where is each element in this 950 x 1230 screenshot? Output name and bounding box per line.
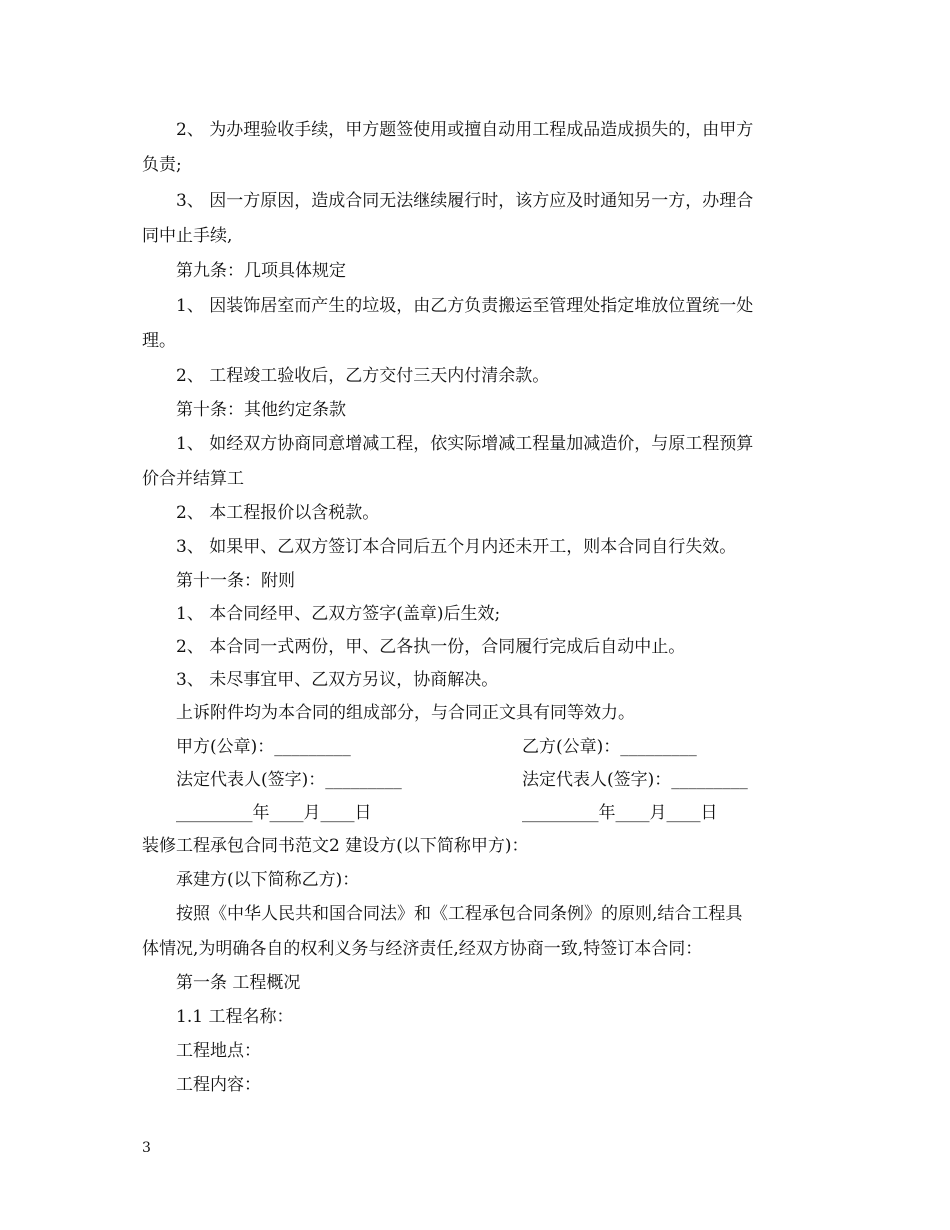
paragraph-line: 负责; [142, 155, 182, 175]
paragraph-line: 3、 因一方原因，造成合同无法继续履行时，该方应及时通知另一方，办理合 [176, 191, 754, 211]
paragraph-line: 2、 为办理验收手续，甲方题签使用或擅自动用工程成品造成损失的，由甲方 [176, 120, 754, 140]
party-b-date-field: _________年____月____日 [522, 803, 718, 823]
paragraph-line: 工程内容： [176, 1075, 261, 1095]
party-b-seal-field: 乙方(公章)：_________ [522, 737, 697, 757]
section-heading: 第九条：几项具体规定 [176, 261, 346, 281]
section-heading: 第十一条：附则 [176, 571, 295, 591]
paragraph-line: 按照《中华人民共和国合同法》和《工程承包合同条例》的原则,结合工程具 [176, 904, 743, 924]
party-a-date-field: _________年____月____日 [176, 803, 372, 823]
paragraph-line: 2、 本合同一式两份，甲、乙各执一份，合同履行完成后自动中止。 [176, 637, 686, 657]
paragraph-line: 工程地点： [176, 1041, 261, 1061]
paragraph-line: 3、 如果甲、乙双方签订本合同后五个月内还未开工，则本合同自行失效。 [176, 537, 737, 557]
paragraph-line: 上诉附件均为本合同的组成部分，与合同正文具有同等效力。 [176, 703, 635, 723]
paragraph-line: 3、 未尽事宜甲、乙双方另议，协商解决。 [176, 670, 499, 690]
page-number: 3 [142, 1140, 151, 1156]
document-heading-line: 装修工程承包合同书范文2 建设方(以下简称甲方)： [142, 836, 529, 856]
party-a-representative-field: 法定代表人(签字)：_________ [176, 770, 402, 790]
section-heading: 第十条：其他约定条款 [176, 400, 346, 420]
party-b-representative-field: 法定代表人(签字)：_________ [522, 770, 748, 790]
paragraph-line: 1、 本合同经甲、乙双方签字(盖章)后生效; [176, 604, 501, 624]
paragraph-line: 体情况,为明确各自的权利义务与经济责任,经双方协商一致,特签订本合同： [142, 939, 703, 959]
paragraph-line: 2、 工程竣工验收后，乙方交付三天内付清余款。 [176, 366, 550, 386]
paragraph-line: 理。 [142, 331, 176, 351]
paragraph-line: 1、 如经双方协商同意增减工程，依实际增减工程量加减造价，与原工程预算 [176, 434, 754, 454]
paragraph-line: 1、 因装饰居室而产生的垃圾，由乙方负责搬运至管理处指定堆放位置统一处 [176, 296, 754, 316]
party-a-seal-field: 甲方(公章)：_________ [176, 737, 351, 757]
section-heading: 第一条 工程概况 [176, 973, 301, 993]
paragraph-line: 同中止手续, [142, 226, 233, 246]
paragraph-line: 2、 本工程报价以含税款。 [176, 503, 380, 523]
paragraph-line: 承建方(以下简称乙方)： [176, 870, 360, 890]
paragraph-line: 价合并结算工 [142, 469, 244, 489]
paragraph-line: 1.1 工程名称： [176, 1007, 294, 1027]
